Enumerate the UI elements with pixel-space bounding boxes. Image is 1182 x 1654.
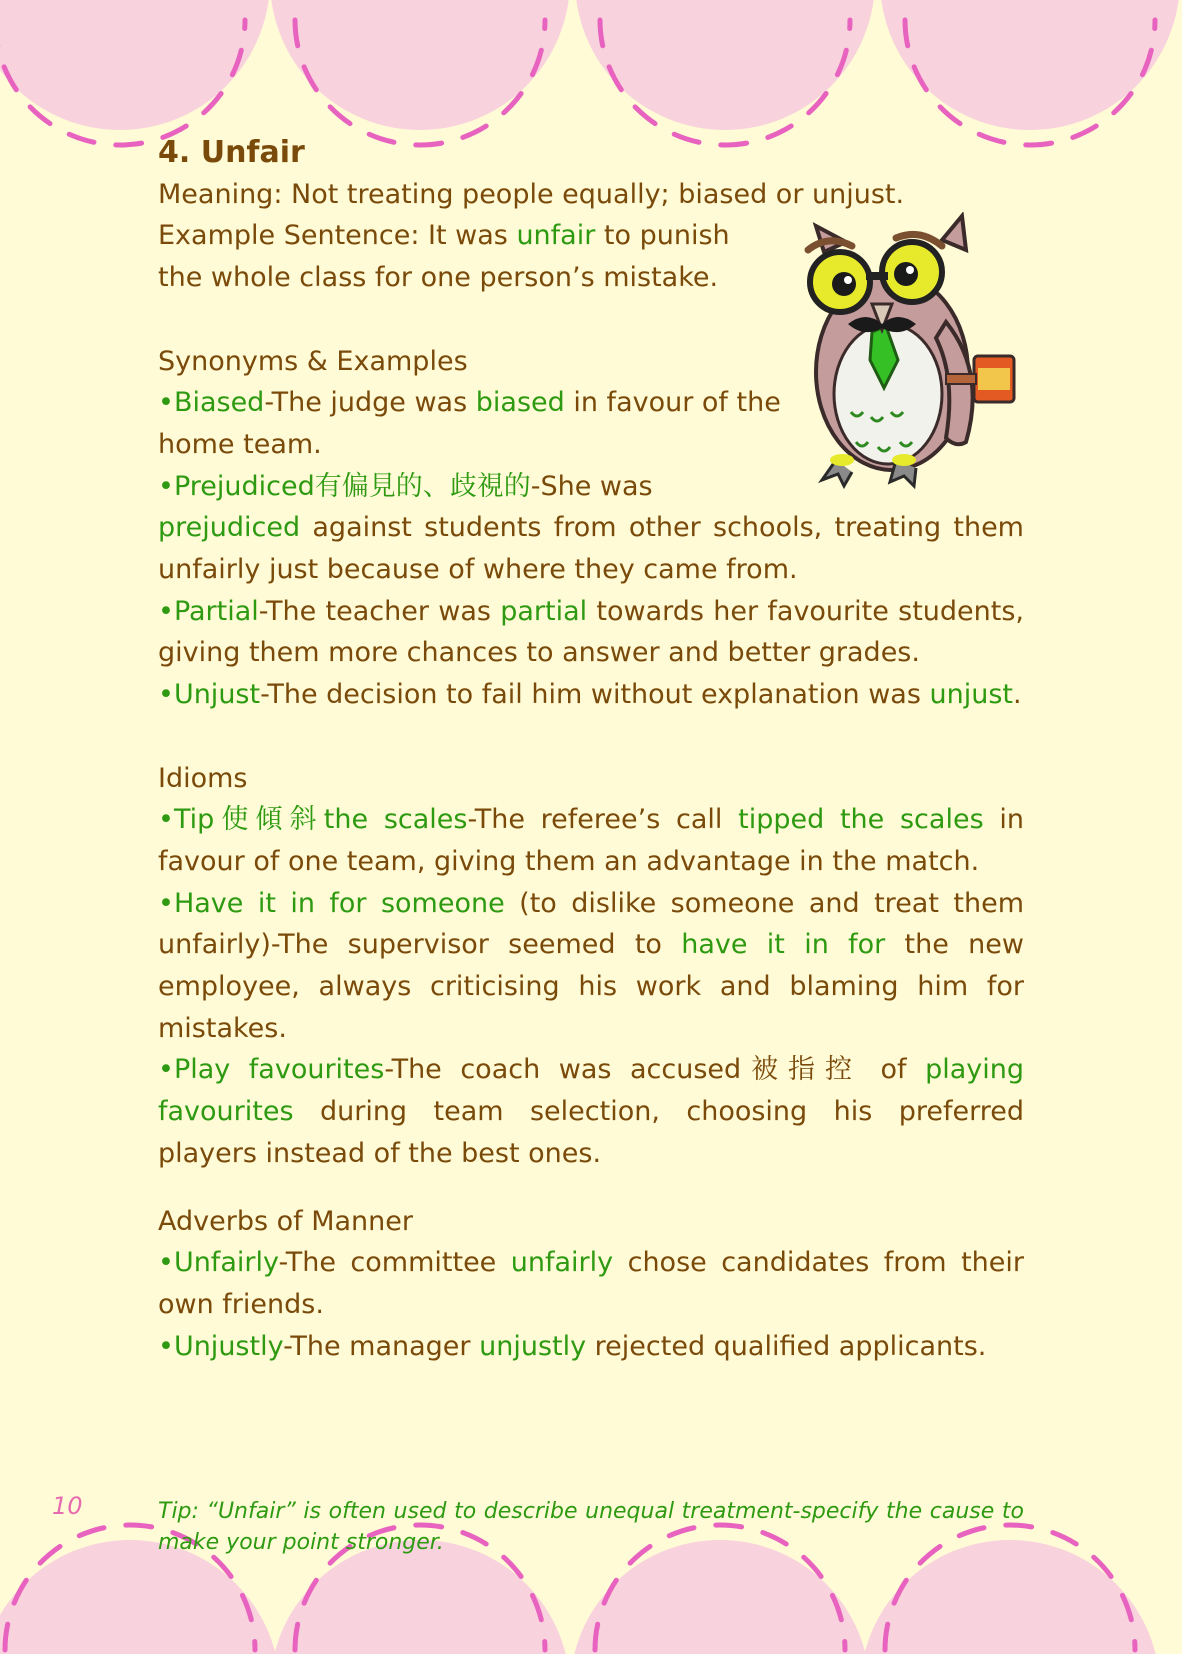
example-line-2: the whole class for one person’s mistake. (158, 262, 719, 294)
highlight-word: tipped the scales (738, 804, 984, 836)
adverbs-heading: Adverbs of Manner (158, 1205, 413, 1237)
highlight-word: unjust (929, 679, 1013, 711)
entry-title: 4. Unfair (158, 135, 305, 170)
owl-judge-with-gavel-icon (796, 212, 1056, 502)
idioms-heading: Idioms (158, 762, 248, 794)
page-number: 10 (52, 1492, 83, 1520)
synonym-prejudiced-line2: prejudiced against students from other schools, treating them unfairly just because of where they came from. (158, 512, 1024, 586)
idiom-term: Have it in for someone (173, 887, 505, 919)
adverb-term: Unjustly (173, 1330, 284, 1362)
highlight-word: unfairly (510, 1247, 614, 1279)
highlight-word: unfair (516, 220, 596, 252)
meaning-line: Meaning: Not treating people equally; biased or unjust. (158, 178, 905, 210)
highlight-word: biased (475, 387, 565, 419)
highlight-word: partial (500, 595, 588, 627)
synonym-term: Biased (173, 387, 265, 419)
highlight-word: playing favourites (158, 1054, 1024, 1128)
synonym-partial: •Partial-The teacher was partial towards her favourite students, giving them more chances to answer and better grades. (158, 595, 1024, 669)
synonym-term: Prejudiced有偏見的、歧視的 (173, 470, 531, 502)
highlight-word: have it in for (681, 929, 886, 961)
highlight-word: unjustly (479, 1330, 587, 1362)
example-line: Example Sentence: It was unfair to punish (158, 220, 730, 252)
idiom-have-it-in-for: •Have it in for someone (to dislike someone and treat them unfairly)-The supervisor seemed to have it in for the new employee, always criticising his work and blaming him for mistakes. (158, 887, 1024, 1044)
synonym-term: Partial (173, 595, 259, 627)
adverb-unjustly: •Unjustly-The manager unjustly rejected qualified applicants. (158, 1330, 987, 1362)
adverb-unfairly: •Unfairly-The committee unfairly chose candidates from their own friends. (158, 1247, 1024, 1320)
idiom-term: Tip使傾斜the scales (173, 804, 468, 836)
synonym-term: Unjust (173, 679, 261, 711)
adverb-term: Unfairly (173, 1247, 279, 1279)
idiom-play-favourites: •Play favourites-The coach was accused被指控 of playing favourites during team selection, choosing his preferred players instead of the best ones. (158, 1054, 1024, 1169)
idiom-term: Play favourites (173, 1054, 385, 1086)
idiom-tip-the-scales: •Tip使傾斜the scales-The referee’s call tipped the scales in favour of one team, giving them an advantage in the match. (158, 804, 1024, 877)
synonym-biased: •Biased-The judge was biased in favour of the home team. (158, 387, 781, 460)
synonym-prejudiced-line1: •Prejudiced有偏見的、歧視的-She was (158, 470, 653, 502)
synonyms-heading: Synonyms & Examples (158, 345, 468, 377)
synonym-unjust: •Unjust-The decision to fail him without explanation was unjust. (158, 679, 1022, 711)
tip-text: Tip: “Unfair” is often used to describe unequal treatment-specify the cause to make your point stronger. (158, 1499, 1024, 1555)
highlight-word: prejudiced (158, 512, 301, 544)
